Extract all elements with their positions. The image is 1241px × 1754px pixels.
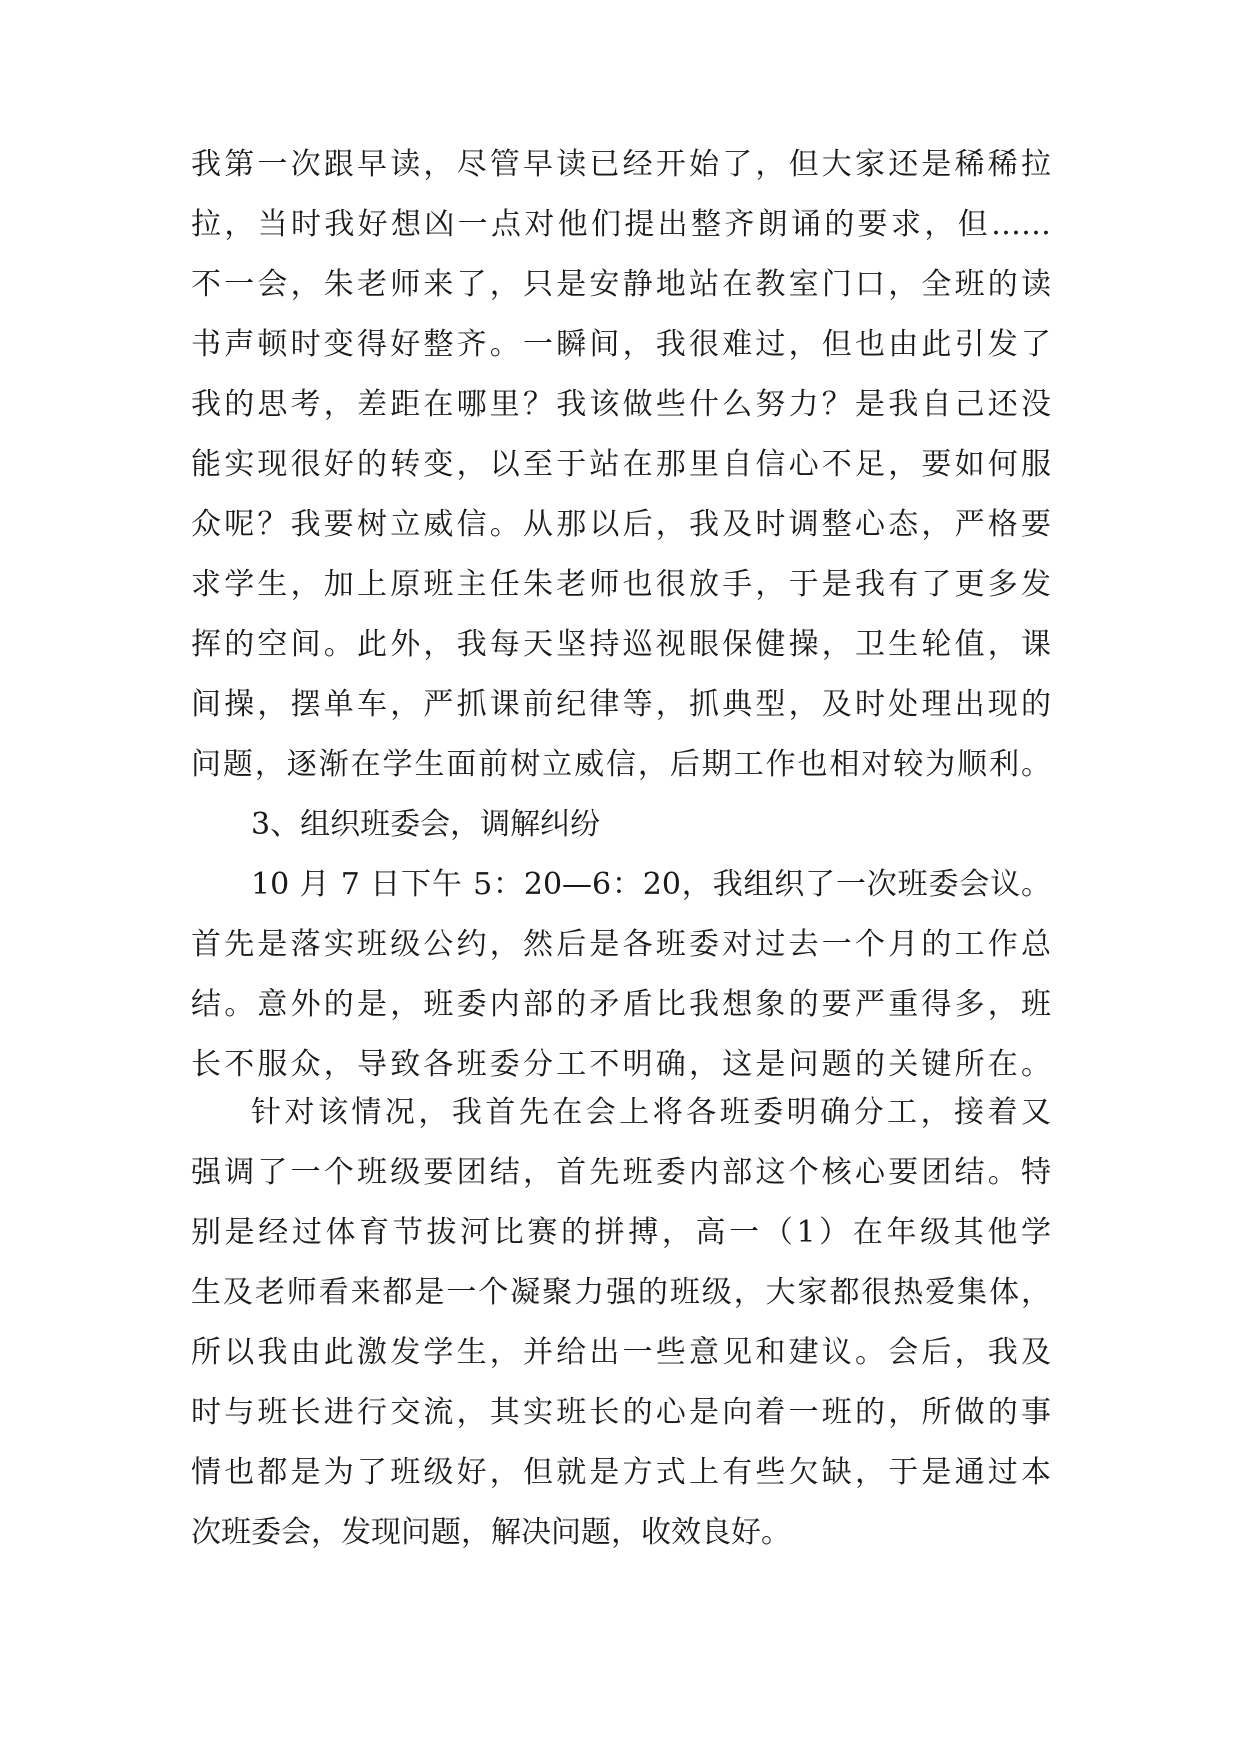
paragraph-2-line: 首先是落实班级公约，然后是各班委对过去一个月的工作总 (191, 927, 1051, 962)
paragraph-1-line: 求学生，加上原班主任朱老师也很放手，于是我有了更多发 (191, 567, 1051, 602)
paragraph-2 (191, 855, 1051, 1095)
paragraph-1-line: 众呢？我要树立威信。从那以后，我及时调整心态，严格要 (191, 507, 1051, 542)
paragraph-2-line: 10 月 7 日下午 5：20—6：20，我组织了一次班委会议。 (251, 867, 1051, 902)
paragraph-3-line: 别是经过体育节拔河比赛的拼搏，高一（1）在年级其他学 (191, 1215, 1051, 1250)
paragraph-1-line: 书声顿时变得好整齐。一瞬间，我很难过，但也由此引发了 (191, 327, 1051, 362)
paragraph-1-line: 我的思考，差距在哪里？我该做些什么努力？是我自己还没 (191, 387, 1051, 422)
paragraph-3-line: 强调了一个班级要团结，首先班委内部这个核心要团结。特 (191, 1155, 1051, 1190)
paragraph-1-line: 拉，当时我好想凶一点对他们提出整齐朗诵的要求，但…… (191, 207, 1051, 242)
paragraph-1 (191, 135, 1051, 795)
paragraph-3 (191, 1083, 1051, 1563)
paragraph-2-line: 长不服众，导致各班委分工不明确，这是问题的关键所在。 (191, 1047, 1051, 1082)
paragraph-1-line: 挥的空间。此外，我每天坚持巡视眼保健操，卫生轮值，课 (191, 627, 1051, 662)
paragraph-1-line: 我第一次跟早读，尽管早读已经开始了，但大家还是稀稀拉 (191, 147, 1051, 182)
section-heading: 3、组织班委会，调解纠纷 (251, 807, 601, 842)
paragraph-3-line: 次班委会，发现问题，解决问题，收效良好。 (191, 1515, 791, 1550)
paragraph-2-line: 结。意外的是，班委内部的矛盾比我想象的要严重得多，班 (191, 987, 1051, 1022)
paragraph-1-line: 问题，逐渐在学生面前树立威信，后期工作也相对较为顺利。 (191, 747, 1051, 782)
paragraph-3-line: 针对该情况，我首先在会上将各班委明确分工，接着又 (251, 1095, 1051, 1130)
paragraph-1-line: 能实现很好的转变，以至于站在那里自信心不足，要如何服 (191, 447, 1051, 482)
paragraph-3-line: 时与班长进行交流，其实班长的心是向着一班的，所做的事 (191, 1395, 1051, 1430)
paragraph-3-line: 生及老师看来都是一个凝聚力强的班级，大家都很热爱集体， (191, 1275, 1051, 1310)
section-heading-block (191, 795, 1051, 855)
paragraph-3-line: 所以我由此激发学生，并给出一些意见和建议。会后，我及 (191, 1335, 1051, 1370)
paragraph-1-line: 间操，摆单车，严抓课前纪律等，抓典型，及时处理出现的 (191, 687, 1051, 722)
paragraph-3-line: 情也都是为了班级好，但就是方式上有些欠缺，于是通过本 (191, 1455, 1051, 1490)
paragraph-1-line: 不一会，朱老师来了，只是安静地站在教室门口，全班的读 (191, 267, 1051, 302)
